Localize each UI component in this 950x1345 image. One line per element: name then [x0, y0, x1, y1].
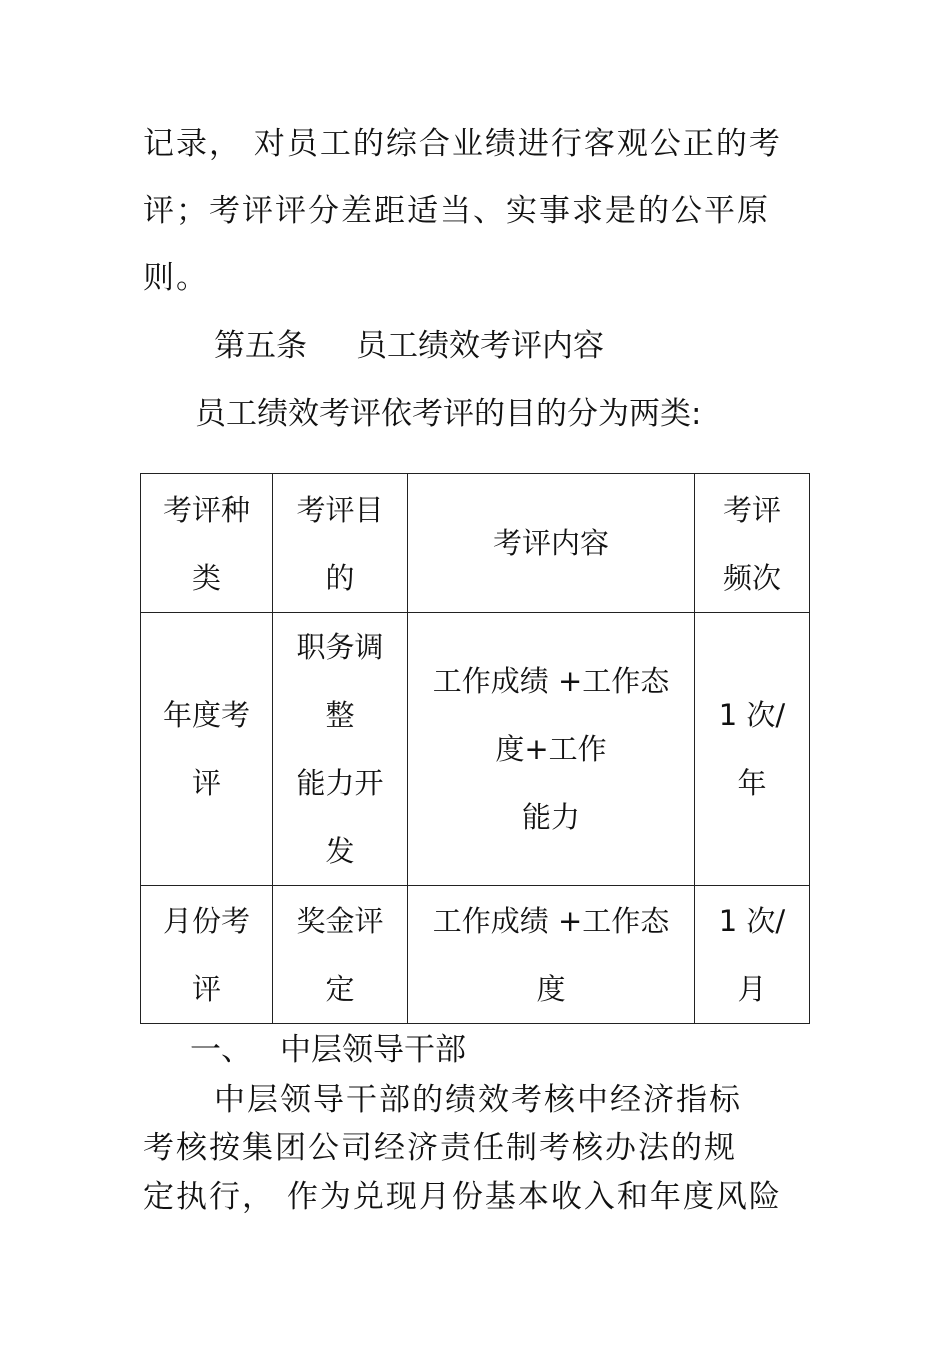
cell-content: 工作成绩 +工作态 度 [408, 886, 695, 1024]
cell-purpose: 职务调 整 能力开 发 [273, 613, 408, 886]
article-number: 第五条 [214, 328, 307, 364]
cell-frequency: 1 次/ 月 [695, 886, 810, 1024]
section-body-line-1: 中层领导干部的绩效考核中经济指标 [214, 1082, 742, 1118]
cell-content: 工作成绩 +工作态 度+工作 能力 [408, 613, 695, 886]
section-body-line-3: 定执行， 作为兑现月份基本收入和年度风险 [143, 1179, 782, 1215]
body-text-line-1: 记录， 对员工的综合业绩进行客观公正的考 [143, 126, 782, 162]
cell-type: 月份考 评 [141, 886, 273, 1024]
evaluation-table [140, 473, 810, 1024]
header-frequency: 考评 频次 [695, 474, 810, 613]
section-number: 一、 [190, 1032, 252, 1068]
table-header-row [141, 474, 810, 613]
cell-purpose: 奖金评 定 [273, 886, 408, 1024]
cell-frequency: 1 次/ 年 [695, 613, 810, 886]
article-intro: 员工绩效考评依考评的目的分为两类: [195, 396, 702, 432]
table-row [141, 886, 810, 1024]
cell-type: 年度考 评 [141, 613, 273, 886]
section-body-line-2: 考核按集团公司经济责任制考核办法的规 [143, 1130, 737, 1166]
header-type: 考评种 类 [141, 474, 273, 613]
section-title: 中层领导干部 [280, 1032, 466, 1068]
body-text-line-3: 则。 [143, 260, 209, 296]
header-content: 考评内容 [408, 474, 695, 613]
header-purpose: 考评目 的 [273, 474, 408, 613]
table-row [141, 613, 810, 886]
body-text-line-2: 评；考评评分差距适当、实事求是的公平原 [143, 193, 770, 229]
article-title: 员工绩效考评内容 [356, 328, 604, 364]
